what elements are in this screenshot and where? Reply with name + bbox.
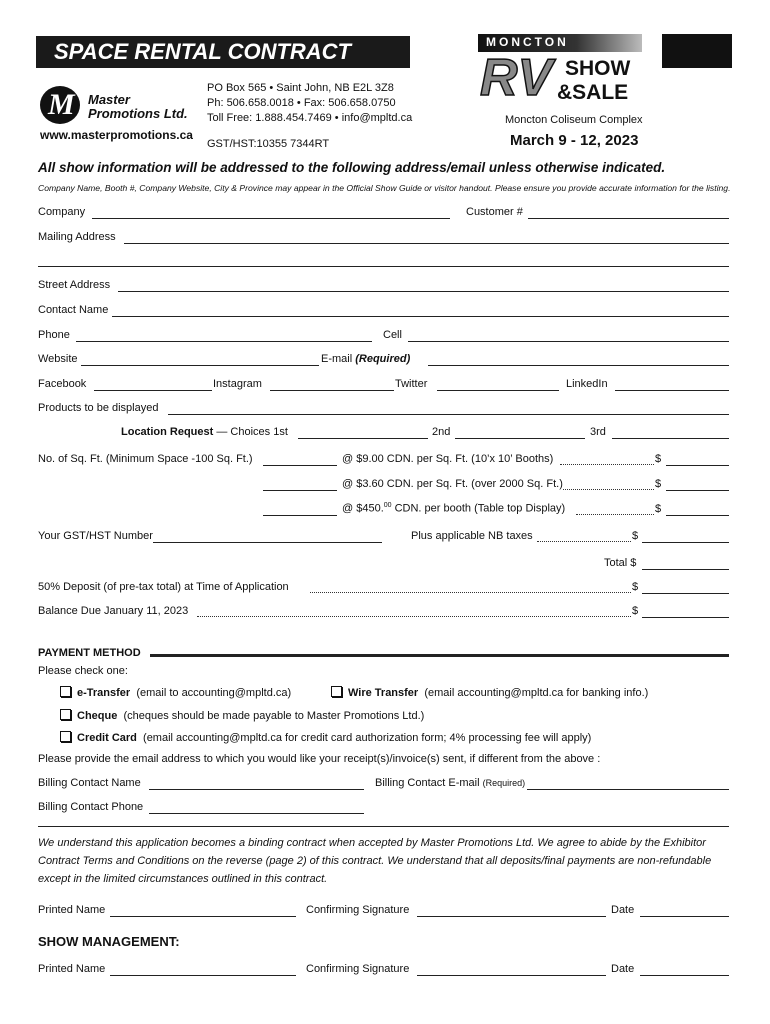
master-promotions-logo [40, 86, 190, 126]
location-choice3-field[interactable] [612, 438, 729, 439]
linkedin-label: LinkedIn [566, 378, 608, 390]
date-label: Date [611, 904, 635, 916]
event-logo-sale: &SALE [557, 81, 629, 104]
mgmt-signature-field[interactable] [417, 975, 606, 976]
location-choice1: — Choices 1st [216, 426, 288, 438]
plus-tax-label: Plus applicable NB taxes [411, 530, 533, 542]
cell-label: Cell [383, 329, 402, 341]
mgmt-printed-label: Printed Name [38, 963, 106, 975]
etransfer-label: e-Transfer [77, 687, 131, 699]
products-label: Products to be displayed [38, 402, 159, 414]
facebook-label: Facebook [38, 378, 87, 390]
receipt-note: Please provide the email address to which you would like your receipt(s)/invoice(s) sent, if different from the above : [38, 753, 601, 765]
email-required: (Required) [355, 353, 411, 365]
rate3-amount-field[interactable] [666, 515, 729, 516]
sqft-field-2[interactable] [263, 490, 337, 491]
event-city: MONCTON [486, 35, 569, 49]
credit-checkbox[interactable] [60, 731, 71, 742]
event-dates: March 9 - 12, 2023 [510, 132, 639, 149]
notice-subline: Company Name, Booth #, Company Website, City & Province may appear in the Official Show Guide or visitor handout. Please ensure you provide accurate information for the listing. [38, 183, 731, 193]
rate3-dollar: $ [655, 503, 662, 515]
instagram-field[interactable] [270, 390, 394, 391]
twitter-label: Twitter [395, 378, 428, 390]
mgmt-date-label: Date [611, 963, 635, 975]
billing-phone-label: Billing Contact Phone [38, 801, 144, 813]
cheque-label: Cheque [77, 710, 118, 722]
rate3-dots [576, 514, 654, 515]
mgmt-signature-label: Confirming Signature [306, 963, 410, 975]
logo-line1: Master [88, 92, 130, 107]
credit-note: (email accounting@mpltd.ca for credit card authorization form; 4% processing fee will apply) [143, 732, 592, 744]
cheque-note: (cheques should be made payable to Master Promotions Ltd.) [123, 710, 425, 722]
phone-label: Phone [38, 329, 70, 341]
mgmt-date-field[interactable] [640, 975, 729, 976]
signature-label: Confirming Signature [306, 904, 410, 916]
event-logo-show: SHOW [565, 57, 631, 80]
location-request [121, 426, 288, 438]
balance-field[interactable] [642, 617, 729, 618]
balance-dots [197, 616, 631, 617]
company-phone-fax: Ph: 506.658.0018 • Fax: 506.658.0750 [207, 97, 396, 109]
signature-field[interactable] [417, 916, 606, 917]
company-field[interactable] [92, 218, 450, 219]
deposit-dots [310, 592, 631, 593]
management-heading: SHOW MANAGEMENT: [38, 934, 180, 949]
etransfer-note: (email to accounting@mpltd.ca) [136, 687, 292, 699]
payment-rule [150, 654, 729, 657]
sqft-label: No. of Sq. Ft. (Minimum Space -100 Sq. Ft.) [38, 453, 253, 465]
balance-label: Balance Due January 11, 2023 [38, 605, 189, 617]
mailing-label: Mailing Address [38, 231, 116, 243]
rate2-label: @ $3.60 CDN. per Sq. Ft. (over 2000 Sq. Ft.) [342, 478, 563, 490]
cheque-checkbox[interactable] [60, 709, 71, 720]
billing-email-field[interactable] [527, 789, 729, 790]
billing-phone-field[interactable] [149, 813, 364, 814]
rate3-label [342, 502, 565, 515]
rate2-amount-field[interactable] [666, 490, 729, 491]
billing-email-label [375, 777, 525, 789]
rate1-label: @ $9.00 CDN. per Sq. Ft. (10’x 10’ Booths) [342, 453, 554, 465]
billing-email-required: (Required) [482, 778, 526, 788]
website-label: Website [38, 353, 78, 365]
total-field[interactable] [642, 569, 729, 570]
cheque-option[interactable] [60, 709, 424, 722]
payment-please: Please check one: [38, 665, 128, 677]
street-field[interactable] [118, 291, 729, 292]
location-label: Location Request [121, 426, 214, 438]
mailing-field-line2[interactable] [38, 266, 729, 267]
deposit-dollar: $ [632, 581, 639, 593]
printed-name-field[interactable] [110, 916, 296, 917]
wire-note: (email accounting@mpltd.ca for banking info.) [424, 687, 649, 699]
deposit-label: 50% Deposit (of pre-tax total) at Time of Application [38, 581, 289, 593]
rate3-price: @ $450. [342, 502, 384, 515]
rate3-cents: 00 [383, 502, 392, 509]
company-tollfree: Toll Free: 1.888.454.7469 • info@mpltd.ca [207, 112, 413, 124]
sqft-field-3[interactable] [263, 515, 337, 516]
gst-number-field[interactable] [153, 542, 382, 543]
location-choice3: 3rd [590, 426, 606, 438]
email-field[interactable] [428, 365, 729, 366]
location-choice2-field[interactable] [455, 438, 585, 439]
wire-option[interactable] [331, 686, 648, 699]
rate3-desc: CDN. per booth (Table top Display) [391, 502, 566, 515]
logo-m: M [48, 88, 75, 121]
deposit-field[interactable] [642, 593, 729, 594]
company-address: PO Box 565 • Saint John, NB E2L 3Z8 [207, 82, 394, 94]
mgmt-printed-field[interactable] [110, 975, 296, 976]
agreement-text: We understand this application becomes a binding contract when accepted by Master Promotions Ltd. We agree to abide by the Exhibitor Contract Terms and Conditions on the reverse (page 2) of this contract. We understand that all deposits/final payments are non-refundable except in the limited circumstances outlined in this contract. [38, 837, 712, 885]
email-label [321, 353, 410, 365]
email-text: E-mail [321, 353, 353, 365]
website-field[interactable] [81, 365, 319, 366]
corner-block [662, 34, 732, 68]
date-field[interactable] [640, 916, 729, 917]
wire-checkbox[interactable] [331, 686, 342, 697]
gst-number-label: Your GST/HST Number [38, 530, 153, 542]
company-gst: GST/HST:10355 7344RT [207, 138, 330, 150]
payment-heading: PAYMENT METHOD [38, 647, 141, 659]
facebook-field[interactable] [94, 390, 212, 391]
mailing-field[interactable] [124, 243, 729, 244]
billing-name-label: Billing Contact Name [38, 777, 141, 789]
credit-option[interactable] [60, 731, 591, 744]
twitter-field[interactable] [437, 390, 559, 391]
total-label: Total $ [604, 557, 637, 569]
billing-name-field[interactable] [149, 789, 364, 790]
company-label: Company [38, 206, 86, 218]
billing-email-text: Billing Contact E-mail [375, 777, 480, 789]
cell-field[interactable] [408, 341, 729, 342]
plus-tax-field[interactable] [642, 542, 729, 543]
printed-name-label: Printed Name [38, 904, 106, 916]
customer-field[interactable] [528, 218, 729, 219]
contact-label: Contact Name [38, 304, 109, 316]
etransfer-option[interactable] [60, 686, 291, 699]
rate1-amount-field[interactable] [666, 465, 729, 466]
customer-label: Customer # [466, 206, 523, 218]
linkedin-field[interactable] [615, 390, 729, 391]
phone-field[interactable] [76, 341, 372, 342]
instagram-label: Instagram [213, 378, 262, 390]
location-choice1-field[interactable] [298, 438, 428, 439]
logo-line2: Promotions Ltd. [88, 106, 188, 121]
balance-dollar: $ [632, 605, 639, 617]
credit-label: Credit Card [77, 732, 137, 744]
page-title: SPACE RENTAL CONTRACT [54, 39, 351, 64]
rate2-dollar: $ [655, 478, 662, 490]
notice-headline: All show information will be addressed to the following address/email unless otherwise indicated. [38, 160, 666, 175]
rate2-dots [563, 489, 654, 490]
agreement-rule [38, 826, 729, 827]
rate1-dots [560, 464, 654, 465]
contact-field[interactable] [112, 316, 729, 317]
event-venue: Moncton Coliseum Complex [505, 114, 643, 126]
plus-tax-dollar: $ [632, 530, 639, 542]
website-url: www.masterpromotions.ca [40, 128, 193, 142]
sqft-field-1[interactable] [263, 465, 337, 466]
event-logo-rv: RV [480, 49, 553, 107]
location-choice2: 2nd [432, 426, 451, 438]
plus-tax-dots [537, 541, 631, 542]
rate1-dollar: $ [655, 453, 662, 465]
street-label: Street Address [38, 279, 111, 291]
products-field[interactable] [168, 414, 729, 415]
etransfer-checkbox[interactable] [60, 686, 71, 697]
wire-label: Wire Transfer [348, 687, 419, 699]
